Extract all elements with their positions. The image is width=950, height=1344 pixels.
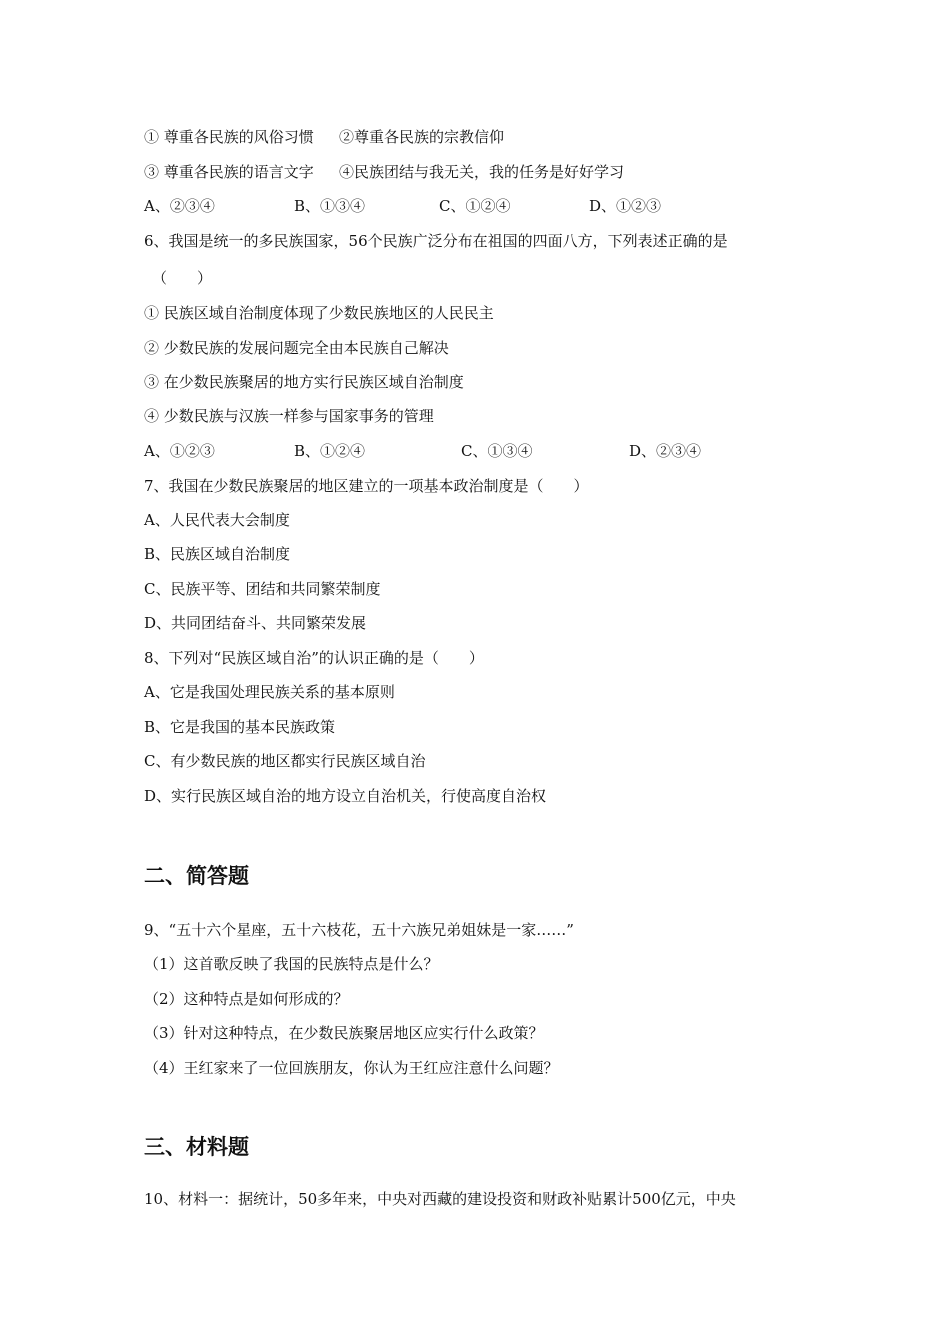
q9-sub-3: （3）针对这种特点，在少数民族聚居地区应实行什么政策？ bbox=[144, 1024, 544, 1042]
section-heading-short-answer: 二、简答题 bbox=[144, 864, 249, 888]
section-heading-material: 三、材料题 bbox=[144, 1135, 249, 1159]
q8-option-c: C、有少数民族的地区都实行民族区域自治 bbox=[144, 752, 426, 770]
q9-stem: 9、“五十六个星座，五十六枝花，五十六族兄弟姐妹是一家……” bbox=[144, 921, 574, 939]
q5-options-row-1 bbox=[144, 127, 504, 147]
q9-sub-4: （4）王红家来了一位回族朋友，你认为王红应注意什么问题？ bbox=[144, 1059, 559, 1077]
q6-item-2: ② 少数民族的发展问题完全由本民族自己解决 bbox=[144, 339, 449, 357]
q9-sub-2: （2）这种特点是如何形成的？ bbox=[144, 990, 349, 1008]
q5-choice-a: A、②③④ bbox=[144, 197, 215, 215]
q5-option-4: ④民族团结与我无关，我的任务是好好学习 bbox=[339, 163, 625, 181]
q5-choice-b: B、①③④ bbox=[294, 197, 366, 215]
q5-choices bbox=[144, 196, 661, 216]
q7-option-c: C、民族平等、团结和共同繁荣制度 bbox=[144, 580, 381, 598]
q5-options-row-2 bbox=[144, 162, 624, 182]
q7-option-d: D、共同团结奋斗、共同繁荣发展 bbox=[144, 614, 367, 632]
q6-stem-continued: （ ） bbox=[152, 269, 213, 287]
q5-option-1: ① 尊重各民族的风俗习惯 bbox=[144, 128, 314, 146]
q6-item-3: ③ 在少数民族聚居的地方实行民族区域自治制度 bbox=[144, 373, 464, 391]
q8-option-a: A、它是我国处理民族关系的基本原则 bbox=[144, 683, 395, 701]
q10-stem: 10、材料一：据统计，50多年来，中央对西藏的建设投资和财政补贴累计500亿元，中央 bbox=[144, 1190, 736, 1208]
q6-choice-a: A、①②③ bbox=[144, 442, 215, 460]
q6-choice-b: B、①②④ bbox=[294, 442, 366, 460]
q9-sub-1: （1）这首歌反映了我国的民族特点是什么？ bbox=[144, 955, 439, 973]
q6-choice-c: C、①③④ bbox=[461, 442, 533, 460]
q5-option-3: ③ 尊重各民族的语言文字 bbox=[144, 163, 314, 181]
q7-stem: 7、我国在少数民族聚居的地区建立的一项基本政治制度是（ ） bbox=[144, 477, 589, 495]
q6-item-4: ④ 少数民族与汉族一样参与国家事务的管理 bbox=[144, 407, 434, 425]
q7-option-b: B、民族区域自治制度 bbox=[144, 545, 291, 563]
q8-stem: 8、下列对“民族区域自治”的认识正确的是（ ） bbox=[144, 649, 484, 667]
q5-option-2: ②尊重各民族的宗教信仰 bbox=[339, 128, 505, 146]
q5-choice-d: D、①②③ bbox=[589, 197, 662, 215]
q8-option-d: D、实行民族区域自治的地方设立自治机关，行使高度自治权 bbox=[144, 787, 547, 805]
q6-item-1: ① 民族区域自治制度体现了少数民族地区的人民民主 bbox=[144, 304, 494, 322]
q6-choices bbox=[144, 441, 701, 461]
q6-stem: 6、我国是统一的多民族国家，56个民族广泛分布在祖国的四面八方，下列表述正确的是 bbox=[144, 232, 728, 250]
q8-option-b: B、它是我国的基本民族政策 bbox=[144, 718, 336, 736]
q6-choice-d: D、②③④ bbox=[629, 442, 702, 460]
q7-option-a: A、人民代表大会制度 bbox=[144, 511, 290, 529]
q5-choice-c: C、①②④ bbox=[439, 197, 511, 215]
